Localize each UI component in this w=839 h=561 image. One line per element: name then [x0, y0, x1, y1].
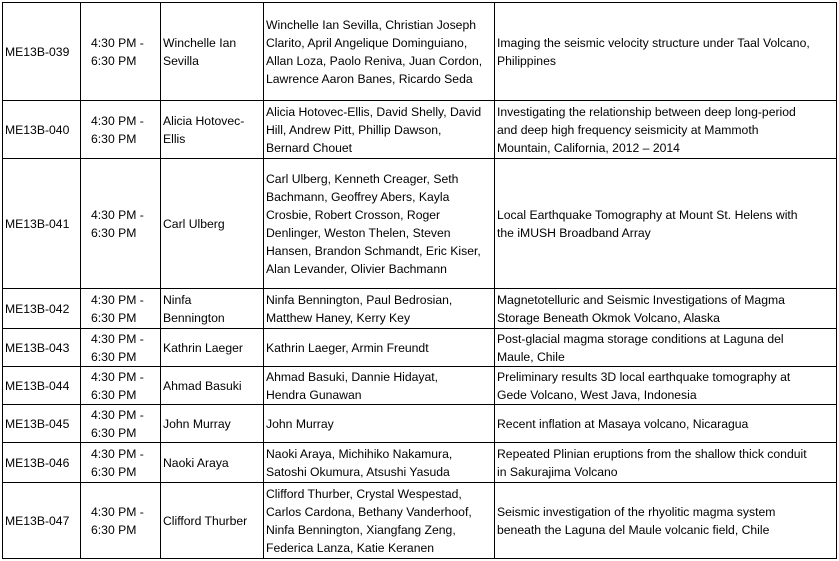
title-line: Imaging the seismic velocity structure under Taal Volcano, [497, 35, 810, 50]
table-row [3, 101, 837, 159]
authors-cell [264, 159, 495, 289]
authors-cell [264, 101, 495, 159]
session-id-text: ME13B-040 [5, 122, 70, 137]
presenter-line: Sevilla [163, 53, 199, 68]
authors-line: Ahmad Basuki, Dannie Hidayat, [266, 369, 439, 384]
time-cell [81, 101, 161, 159]
authors-line: Hill, Andrew Pitt, Phillip Dawson, [266, 122, 442, 137]
authors-line: Crosbie, Robert Crosson, Roger [266, 207, 441, 222]
time-cell [81, 329, 161, 367]
title-line: the iMUSH Broadband Array [497, 225, 651, 240]
session-id-text: ME13B-045 [5, 416, 70, 431]
session-id-cell [3, 367, 81, 405]
authors-line: Matthew Haney, Kerry Key [266, 310, 411, 325]
title-line: Magnetotelluric and Seismic Investigations of Magma [497, 292, 785, 307]
authors-line: Alan Levander, Olivier Bachmann [266, 261, 447, 276]
presenter-cell [161, 329, 264, 367]
title-line: Preliminary results 3D local earthquake tomography at [497, 369, 791, 384]
authors-line: Alicia Hotovec-Ellis, David Shelly, David [266, 104, 482, 119]
title-cell [495, 483, 837, 559]
title-line: Philippines [497, 53, 556, 68]
time-line: 6:30 PM [91, 522, 137, 537]
presenter-cell [161, 159, 264, 289]
authors-cell [264, 405, 495, 443]
authors-line: Naoki Araya, Michihiko Nakamura, [266, 446, 453, 461]
title-line: Seismic investigation of the rhyolitic magma system [497, 504, 776, 519]
authors-cell [264, 329, 495, 367]
time-line: 4:30 PM - [91, 207, 144, 222]
session-id-text: ME13B-044 [5, 378, 70, 393]
authors-line: Ninfa Bennington, Xiangfang Zeng, [266, 522, 456, 537]
title-cell [495, 101, 837, 159]
time-line: 6:30 PM [91, 310, 137, 325]
table-row [3, 405, 837, 443]
time-line: 4:30 PM - [91, 504, 144, 519]
time-line: 6:30 PM [91, 425, 137, 440]
title-cell [495, 3, 837, 101]
time-cell [81, 289, 161, 329]
session-id-text: ME13B-042 [5, 301, 70, 316]
table-row [3, 367, 837, 405]
time-cell [81, 159, 161, 289]
authors-cell [264, 367, 495, 405]
authors-line: Bernard Chouet [266, 140, 353, 155]
title-line: beneath the Laguna del Maule volcanic field, Chile [497, 522, 770, 537]
sessions-table [2, 2, 837, 559]
time-cell [81, 443, 161, 483]
table-row [3, 443, 837, 483]
title-line: and deep high frequency seismicity at Mammoth [497, 122, 759, 137]
presenter-cell [161, 405, 264, 443]
authors-line: Bachmann, Geoffrey Abers, Kayla [266, 189, 450, 204]
time-line: 6:30 PM [91, 464, 137, 479]
time-line: 6:30 PM [91, 131, 137, 146]
time-cell [81, 405, 161, 443]
authors-cell [264, 3, 495, 101]
authors-line: Clifford Thurber, Crystal Wespestad, [266, 486, 462, 501]
presenter-line: Winchelle Ian [163, 35, 237, 50]
time-line: 4:30 PM - [91, 35, 144, 50]
time-line: 4:30 PM - [91, 369, 144, 384]
title-cell [495, 405, 837, 443]
time-cell [81, 3, 161, 101]
authors-line: Kathrin Laeger, Armin Freundt [266, 340, 429, 355]
authors-line: Satoshi Okumura, Atsushi Yasuda [266, 464, 450, 479]
time-line: 6:30 PM [91, 53, 137, 68]
session-id-cell [3, 443, 81, 483]
authors-line: Carlos Cardona, Bethany Vanderhoof, [266, 504, 472, 519]
presenter-cell [161, 289, 264, 329]
authors-line: Carl Ulberg, Kenneth Creager, Seth [266, 171, 459, 186]
table-row [3, 483, 837, 559]
presenter-cell [161, 483, 264, 559]
session-id-cell [3, 329, 81, 367]
title-line: Repeated Plinian eruptions from the shallow thick conduit [497, 446, 807, 461]
authors-cell [264, 443, 495, 483]
title-line: Storage Beneath Okmok Volcano, Alaska [497, 310, 720, 325]
presenter-cell [161, 443, 264, 483]
session-id-cell [3, 101, 81, 159]
title-line: in Sakurajima Volcano [497, 464, 618, 479]
title-cell [495, 159, 837, 289]
authors-line: Clarito, April Angelique Dominguiano, [266, 35, 468, 50]
presenter-line: John Murray [163, 416, 231, 431]
title-cell [495, 329, 837, 367]
time-line: 6:30 PM [91, 387, 137, 402]
time-line: 4:30 PM - [91, 407, 144, 422]
title-line: Post-glacial magma storage conditions at Laguna del [497, 331, 784, 346]
title-line: Local Earthquake Tomography at Mount St. Helens with [497, 207, 798, 222]
presenter-cell [161, 101, 264, 159]
title-line: Gede Volcano, West Java, Indonesia [497, 387, 697, 402]
session-id-cell [3, 289, 81, 329]
session-id-cell [3, 159, 81, 289]
authors-line: John Murray [266, 416, 334, 431]
title-cell [495, 443, 837, 483]
presenter-line: Ellis [163, 131, 186, 146]
time-cell [81, 483, 161, 559]
time-cell [81, 367, 161, 405]
presenter-cell [161, 367, 264, 405]
title-line: Mountain, California, 2012 – 2014 [497, 140, 680, 155]
presenter-line: Alicia Hotovec- [163, 113, 245, 128]
presenter-line: Ninfa [163, 292, 192, 307]
authors-line: Hansen, Brandon Schmandt, Eric Kiser, [266, 243, 481, 258]
authors-line: Hendra Gunawan [266, 387, 362, 402]
session-id-cell [3, 483, 81, 559]
presenter-line: Naoki Araya [163, 455, 229, 470]
table-row [3, 3, 837, 101]
title-line: Maule, Chile [497, 349, 565, 364]
time-line: 4:30 PM - [91, 292, 144, 307]
time-line: 4:30 PM - [91, 331, 144, 346]
presenter-line: Carl Ulberg [163, 216, 225, 231]
authors-cell [264, 289, 495, 329]
session-id-cell [3, 3, 81, 101]
presenter-line: Kathrin Laeger [163, 340, 243, 355]
authors-line: Winchelle Ian Sevilla, Christian Joseph [266, 17, 476, 32]
title-line: Recent inflation at Masaya volcano, Nicaragua [497, 416, 749, 431]
authors-cell [264, 483, 495, 559]
table-row [3, 329, 837, 367]
presenter-line: Ahmad Basuki [163, 378, 242, 393]
table-row [3, 159, 837, 289]
presenter-cell [161, 3, 264, 101]
session-id-text: ME13B-046 [5, 455, 70, 470]
session-id-cell [3, 405, 81, 443]
session-id-text: ME13B-047 [5, 513, 70, 528]
authors-line: Ninfa Bennington, Paul Bedrosian, [266, 292, 453, 307]
authors-line: Lawrence Aaron Banes, Ricardo Seda [266, 71, 473, 86]
time-line: 6:30 PM [91, 349, 137, 364]
title-cell [495, 289, 837, 329]
presenter-line: Clifford Thurber [163, 513, 248, 528]
authors-line: Federica Lanza, Katie Keranen [266, 540, 435, 555]
time-line: 4:30 PM - [91, 113, 144, 128]
authors-line: Denlinger, Weston Thelen, Steven [266, 225, 451, 240]
authors-line: Allan Loza, Paolo Reniva, Juan Cordon, [266, 53, 483, 68]
presenter-line: Bennington [163, 310, 225, 325]
title-line: Investigating the relationship between deep long-period [497, 104, 796, 119]
time-line: 4:30 PM - [91, 446, 144, 461]
title-cell [495, 367, 837, 405]
session-id-text: ME13B-043 [5, 340, 70, 355]
session-id-text: ME13B-041 [5, 216, 70, 231]
table-row [3, 289, 837, 329]
time-line: 6:30 PM [91, 225, 137, 240]
session-id-text: ME13B-039 [5, 44, 70, 59]
